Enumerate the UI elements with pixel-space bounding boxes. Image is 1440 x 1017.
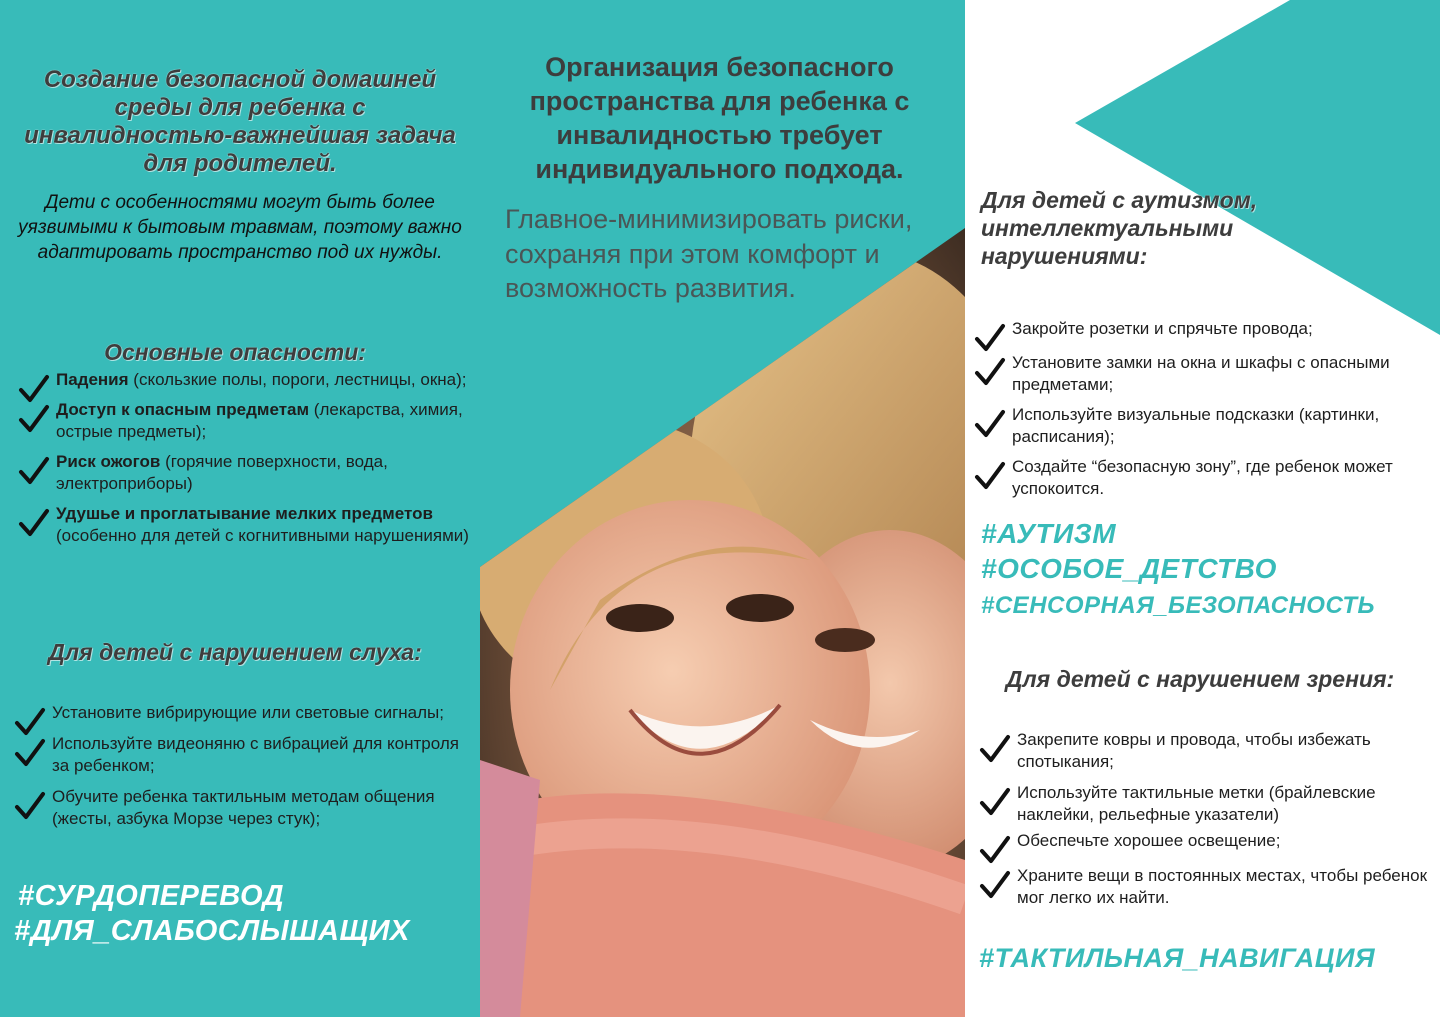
checkmark-icon bbox=[14, 790, 46, 822]
hearing-list bbox=[10, 702, 475, 830]
hashtag-autism: #АУТИЗМ bbox=[981, 518, 1117, 549]
autism-item: Используйте визуальные подсказки (картинки, расписания); bbox=[970, 404, 1435, 448]
checkmark-icon bbox=[979, 786, 1011, 818]
hashtag-surdo: #СУРДОПЕРЕВОД bbox=[18, 880, 285, 912]
right-panel bbox=[965, 0, 1440, 1017]
middle-title: Организация безопасного пространства для ребенка с инвалидностью требует индивидуального подхода. bbox=[529, 52, 910, 184]
vision-item: Закрепите ковры и провода, чтобы избежать спотыкания; bbox=[975, 729, 1437, 773]
checkmark-icon bbox=[979, 869, 1011, 901]
checkmark-icon bbox=[974, 408, 1006, 440]
danger-item: Удушье и проглатывание мелких предметов (особенно для детей с когнитивными нарушениями) bbox=[14, 503, 474, 547]
hearing-item: Обучите ребенка тактильным методам общения (жесты, азбука Морзе через стук); bbox=[10, 786, 475, 830]
checkmark-icon bbox=[979, 834, 1011, 866]
middle-panel bbox=[480, 0, 965, 1017]
danger-item: Риск ожогов (горячие поверхности, вода, электроприборы) bbox=[14, 451, 474, 495]
danger-item: Доступ к опасным предметам (лекарства, химия, острые предметы); bbox=[14, 399, 474, 443]
autism-list bbox=[970, 318, 1435, 500]
vision-item: Обеспечьте хорошее освещение; bbox=[975, 830, 1437, 852]
left-panel bbox=[0, 0, 480, 1017]
autism-item: Закройте розетки и спрячьте провода; bbox=[970, 318, 1435, 340]
danger-item: Падения (скользкие полы, пороги, лестницы, окна); bbox=[14, 369, 474, 391]
autism-title: Для детей с аутизмом, интеллектуальными нарушениями: bbox=[981, 187, 1258, 269]
middle-body: Главное-минимизировать риски, сохраняя при этом комфорт и возможность развития. bbox=[505, 204, 913, 303]
autism-item: Установите замки на окна и шкафы с опасными предметами; bbox=[970, 352, 1435, 396]
hashtag-hard-of-hearing: #ДЛЯ_СЛАБОСЛЫШАЩИХ bbox=[14, 915, 410, 947]
vision-item: Храните вещи в постоянных местах, чтобы ребенок мог легко их найти. bbox=[975, 865, 1437, 909]
hearing-title: Для детей с нарушением слуха: bbox=[48, 639, 422, 665]
dangers-list bbox=[14, 369, 474, 547]
left-title: Создание безопасной домашней среды для ребенка с инвалидностью-важнейшая задача для родителей. bbox=[24, 66, 456, 177]
hashtag-special-childhood: #ОСОБОЕ_ДЕТСТВО bbox=[981, 553, 1277, 584]
hashtag-tactile-navigation: #ТАКТИЛЬНАЯ_НАВИГАЦИЯ bbox=[979, 943, 1376, 973]
left-intro: Дети с особенностями могут быть более уязвимыми к бытовым травмам, поэтому важно адаптировать пространство под их нужды. bbox=[18, 192, 462, 263]
vision-title: Для детей с нарушением зрения: bbox=[1005, 666, 1395, 692]
checkmark-icon bbox=[18, 507, 50, 539]
checkmark-icon bbox=[14, 737, 46, 769]
checkmark-icon bbox=[979, 733, 1011, 765]
hearing-item: Используйте видеоняню с вибрацией для контроля за ребенком; bbox=[10, 733, 475, 777]
teal-triangle-decoration bbox=[965, 0, 1440, 340]
hearing-item: Установите вибрирующие или световые сигналы; bbox=[10, 702, 475, 724]
vision-item: Используйте тактильные метки (брайлевские наклейки, рельефные указатели) bbox=[975, 782, 1437, 826]
checkmark-icon bbox=[974, 322, 1006, 354]
checkmark-icon bbox=[18, 403, 50, 435]
hashtag-sensory-safety: #СЕНСОРНАЯ_БЕЗОПАСНОСТЬ bbox=[981, 592, 1376, 619]
autism-item: Создайте “безопасную зону”, где ребенок может успокоится. bbox=[970, 456, 1435, 500]
dangers-title: Основные опасности: bbox=[104, 339, 366, 365]
checkmark-icon bbox=[974, 460, 1006, 492]
checkmark-icon bbox=[974, 356, 1006, 388]
checkmark-icon bbox=[18, 455, 50, 487]
vision-list bbox=[975, 729, 1437, 909]
